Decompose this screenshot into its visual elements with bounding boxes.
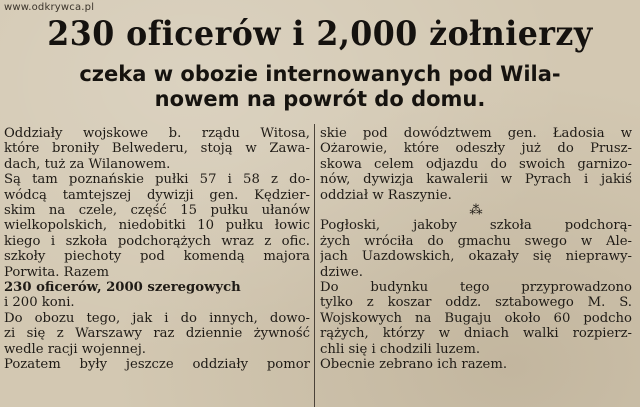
article-line: żych wróciła do gmachu swego w Ale- (320, 233, 632, 249)
article-line: Są tam poznańskie pułki 57 i 58 z do- (4, 172, 310, 188)
article-line: dach, tuż za Wilanowem. (4, 156, 171, 172)
article-line: tylko z koszar oddz. sztabowego M. S. (320, 295, 632, 311)
subheadline (0, 62, 640, 112)
article-line: wielkopolskich, niedobitki 10 pułku łowic (4, 218, 310, 234)
article-line: Porwita. Razem (4, 264, 109, 280)
column-divider (314, 124, 315, 407)
subheadline-line: nowem na powrót do domu. (154, 87, 486, 111)
article-line: Pozatem były jeszcze oddziały pomor (4, 357, 310, 373)
article-line: jach Uazdowskich, okazały się nieprawy- (320, 249, 632, 265)
article-line: skie pod dowództwem gen. Ładosia w (320, 126, 632, 141)
article-line: Obecnie zebrano ich razem. (320, 357, 508, 373)
article-line: chli się i chodzili luzem. (320, 341, 481, 357)
article-line: nów, dywizja kawalerii w Pyrach i jakiś (320, 172, 632, 188)
article-column-left (4, 126, 310, 373)
watermark: www.odkrywca.pl (4, 2, 95, 13)
article-line: wódcą tamtejszej dywizji gen. Kędzier- (4, 187, 310, 203)
article-line: Wojskowych na Bugaju około 60 podcho (320, 310, 632, 326)
article-line: szkoły piechoty pod komendą majora (4, 249, 310, 265)
article-line: Do obozu tego, jak i do innych, dowo- (4, 310, 310, 326)
article-line: Ożarowie, które odeszły już do Prusz- (320, 141, 632, 157)
article-line: rążych, którzy w dniach walki rozpierz- (320, 326, 632, 342)
subheadline-line: czeka w obozie internowanych pod Wila- (79, 62, 561, 86)
article-line: 230 oficerów, 2000 szeregowych (4, 280, 241, 296)
article-line: Pogłoski, jakoby szkoła podchorą- (320, 218, 632, 234)
article-line: dziwe. (320, 264, 363, 280)
article-column-right (320, 126, 632, 373)
headline: 230 oficerów i 2,000 żołnierzy (47, 14, 593, 54)
article-line: skowa celem odjazdu do swoich garnizo- (320, 156, 632, 172)
article-line: zi się z Warszawy raz dziennie żywność (4, 326, 310, 342)
section-separator: ⁂ (469, 203, 483, 219)
article-line: oddział w Raszynie. (320, 187, 452, 203)
article-line: skim na czele, część 15 pułku ułanów (4, 203, 310, 219)
article-line: wedle racji wojennej. (4, 341, 146, 357)
article-line: Oddziały wojskowe b. rządu Witosa, (4, 126, 310, 141)
article-line: które broniły Belwederu, stoją w Zawa- (4, 141, 310, 157)
article-line: kiego i szkoła podchorążych wraz z ofic. (4, 233, 310, 249)
article-line: i 200 koni. (4, 295, 75, 311)
article-line: Do budynku tego przyprowadzono (320, 280, 632, 296)
